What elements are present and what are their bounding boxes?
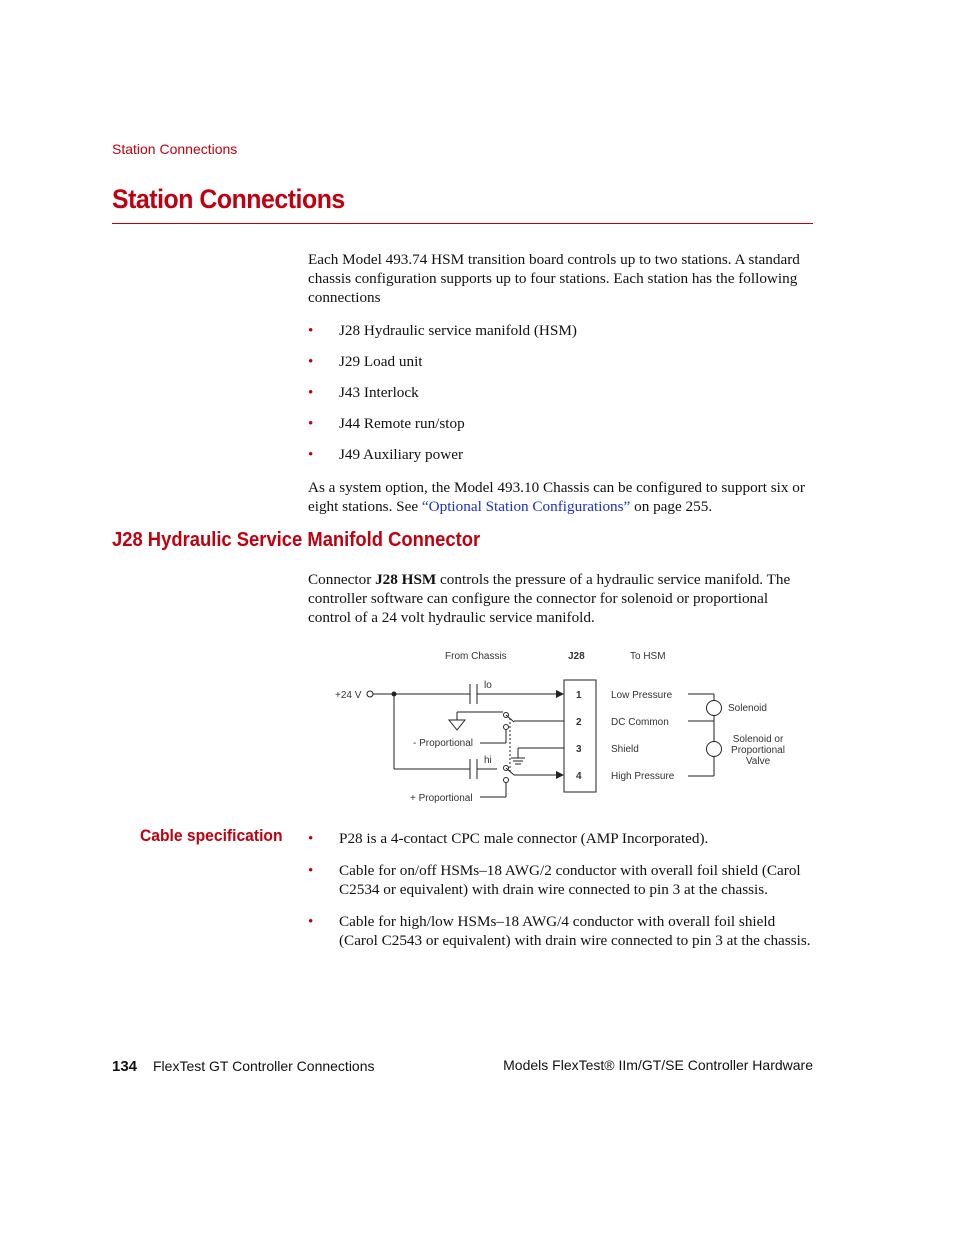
option-paragraph: As a system option, the Model 493.10 Chassis can be configured to support six or eight stations. See “Optional Station Configurations” on page 255. bbox=[308, 479, 805, 515]
list-item: • Cable for high/low HSMs–18 AWG/4 conductor with overall foil shield (Carol C2543 or equivalent) with drain wire connected to pin 3 at the chassis. bbox=[308, 913, 811, 949]
bullet-icon: • bbox=[308, 415, 314, 432]
list-item: • J29 Load unit bbox=[308, 353, 423, 370]
list-item: • J43 Interlock bbox=[308, 384, 419, 401]
from-chassis-label: From Chassis bbox=[445, 651, 507, 662]
solenoid-label: Solenoid bbox=[728, 703, 767, 714]
optional-station-configurations-link[interactable]: “Optional Station Configurations” bbox=[421, 498, 631, 515]
pin-2-function: DC Common bbox=[611, 717, 669, 728]
footer-chapter-title: FlexTest GT Controller Connections bbox=[153, 1058, 375, 1074]
lo-label: lo bbox=[484, 680, 492, 691]
footer-book-title: Models FlexTest® IIm/GT/SE Controller Hardware bbox=[503, 1057, 813, 1073]
connections-list bbox=[308, 321, 813, 464]
j28-wiring-diagram bbox=[330, 640, 800, 810]
running-header: Station Connections bbox=[112, 141, 238, 157]
valve-label-line-1: Solenoid or bbox=[732, 734, 784, 745]
cable-specification-heading: Cable specification bbox=[140, 826, 283, 845]
supply-terminal-icon bbox=[367, 691, 373, 697]
intro-paragraph: Each Model 493.74 HSM transition board controls up to two stations. A standard chassis configuration supports up to four stations. Each station has the following connections bbox=[308, 251, 800, 306]
j28-connector-label: J28 bbox=[568, 651, 585, 662]
relay-contact-icon bbox=[504, 725, 509, 730]
pos-proportional-label: + Proportional bbox=[410, 793, 473, 804]
bullet-icon: • bbox=[308, 446, 314, 463]
list-item: • J49 Auxiliary power bbox=[308, 446, 464, 463]
valve-label-line-3: Valve bbox=[745, 756, 771, 767]
bullet-icon: • bbox=[308, 913, 314, 930]
valve-label-line-2: Proportional bbox=[731, 745, 785, 756]
pin-1-function: Low Pressure bbox=[611, 690, 673, 701]
footer-page-number: 134 bbox=[112, 1058, 138, 1075]
list-item: • P28 is a 4-contact CPC male connector (AMP Incorporated). bbox=[308, 830, 709, 847]
j28-paragraph: Connector J28 HSM controls the pressure of a hydraulic service manifold. The controller software can configure the connector for solenoid or proportional control of a 24 volt hydraulic service manifold. bbox=[308, 571, 791, 626]
valve-icon bbox=[707, 742, 722, 757]
cable-spec-list bbox=[308, 829, 813, 950]
supply-label: +24 V bbox=[335, 690, 362, 701]
pin-1: 1 bbox=[576, 690, 582, 701]
relay-contact-icon bbox=[504, 778, 509, 783]
page-title: Station Connections bbox=[112, 184, 345, 214]
neg-proportional-label: - Proportional bbox=[413, 738, 474, 749]
pin-4-function: High Pressure bbox=[611, 771, 675, 782]
arrow-pin-4-icon bbox=[556, 771, 564, 779]
bullet-icon: • bbox=[308, 830, 314, 847]
pin-2: 2 bbox=[576, 717, 582, 728]
arrow-pin-1-icon bbox=[556, 690, 564, 698]
title-rule bbox=[112, 223, 813, 224]
list-item: • J44 Remote run/stop bbox=[308, 415, 465, 432]
section-heading-j28: J28 Hydraulic Service Manifold Connector bbox=[112, 529, 481, 551]
to-hsm-label: To HSM bbox=[630, 651, 666, 662]
list-item: • Cable for on/off HSMs–18 AWG/2 conductor with overall foil shield (Carol C2534 or equivalent) with drain wire connected to pin 3 at the chassis. bbox=[308, 862, 801, 898]
ground-icon bbox=[449, 720, 465, 730]
hi-label: hi bbox=[484, 755, 492, 766]
list-item: • J28 Hydraulic service manifold (HSM) bbox=[308, 322, 577, 339]
pin-3: 3 bbox=[576, 744, 582, 755]
pin-4: 4 bbox=[576, 771, 582, 782]
pin-3-function: Shield bbox=[611, 744, 639, 755]
solenoid-icon bbox=[707, 701, 722, 716]
bullet-icon: • bbox=[308, 384, 314, 401]
bullet-icon: • bbox=[308, 353, 314, 370]
bullet-icon: • bbox=[308, 322, 314, 339]
bullet-icon: • bbox=[308, 862, 314, 879]
